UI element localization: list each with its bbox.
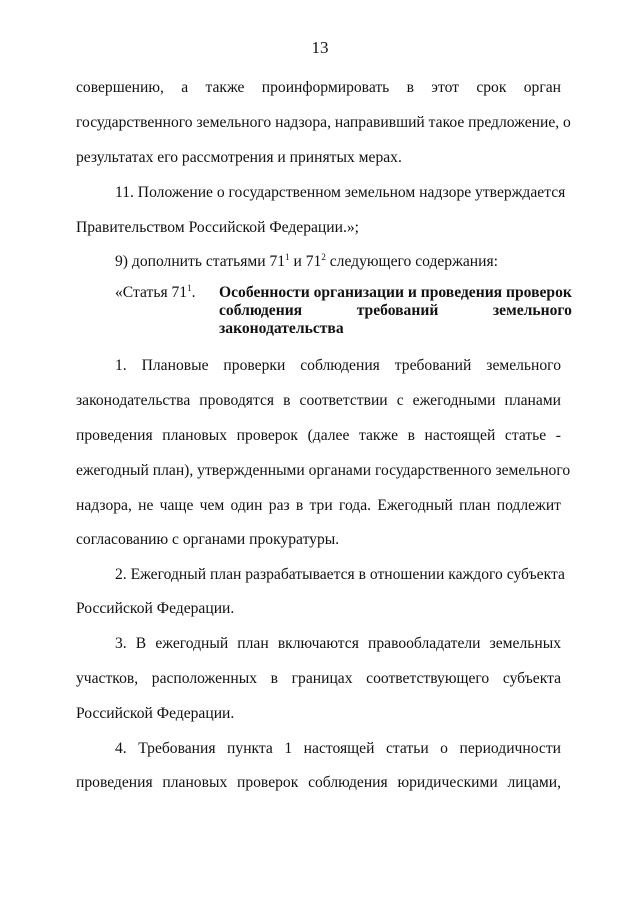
- text-line: Правительством Российской Федерации.»;: [76, 219, 359, 236]
- article-number: [115, 284, 219, 338]
- superscript: 1: [285, 252, 290, 262]
- text-line: 3. В ежегодный план включаются правообладатели земельных: [115, 635, 561, 652]
- text-line: 2. Ежегодный план разрабатывается в отношении каждого субъекта: [115, 566, 565, 583]
- text-line: результатах его рассмотрения и принятых мерах.: [76, 149, 402, 166]
- text-line: совершению, а также проинформировать в этот срок орган: [76, 79, 561, 96]
- article-title-line: соблюдения требований земельного: [219, 302, 572, 319]
- page-number: 13: [311, 38, 329, 57]
- text-line: Российской Федерации.: [76, 600, 235, 617]
- superscript: 2: [321, 252, 326, 262]
- article-title-line: законодательства: [219, 320, 344, 337]
- text-fragment: «Статья 71: [115, 284, 188, 301]
- text-line: проведения плановых проверок соблюдения юридическими лицами,: [76, 774, 561, 791]
- text-line: участков, расположенных в границах соответствующего субъекта: [76, 670, 561, 687]
- article-title-line: Особенности организации и проведения проверок: [219, 284, 572, 301]
- article-heading: [115, 283, 572, 338]
- text-line: государственного земельного надзора, направивший такое предложение, о: [76, 114, 571, 131]
- text-line: ежегодный план), утвержденными органами государственного земельного: [76, 462, 571, 479]
- text-line: Российской Федерации.: [76, 705, 235, 722]
- amendment-line: [115, 252, 561, 272]
- text-line: надзора, не чаще чем один раз в три года. Ежегодный план подлежит: [76, 497, 561, 514]
- text-line: 4. Требования пункта 1 настоящей статьи о периодичности: [115, 740, 561, 757]
- text-line: законодательства проводятся в соответствии с ежегодными планами: [76, 392, 561, 409]
- text-line: согласованию с органами прокуратуры.: [76, 531, 340, 548]
- text-fragment: .: [191, 284, 196, 301]
- text-line: 11. Положение о государственном земельном надзоре утверждается: [115, 184, 566, 201]
- text-fragment: следующего содержания:: [325, 253, 498, 270]
- text-line: 1. Плановые проверки соблюдения требований земельного: [115, 357, 561, 374]
- text-fragment: и 71: [289, 253, 322, 270]
- text-line: проведения плановых проверок (далее также в настоящей статье -: [76, 427, 561, 444]
- article-title: [219, 284, 572, 338]
- superscript: 1: [187, 283, 192, 293]
- text-fragment: 9) дополнить статьями 71: [115, 253, 286, 270]
